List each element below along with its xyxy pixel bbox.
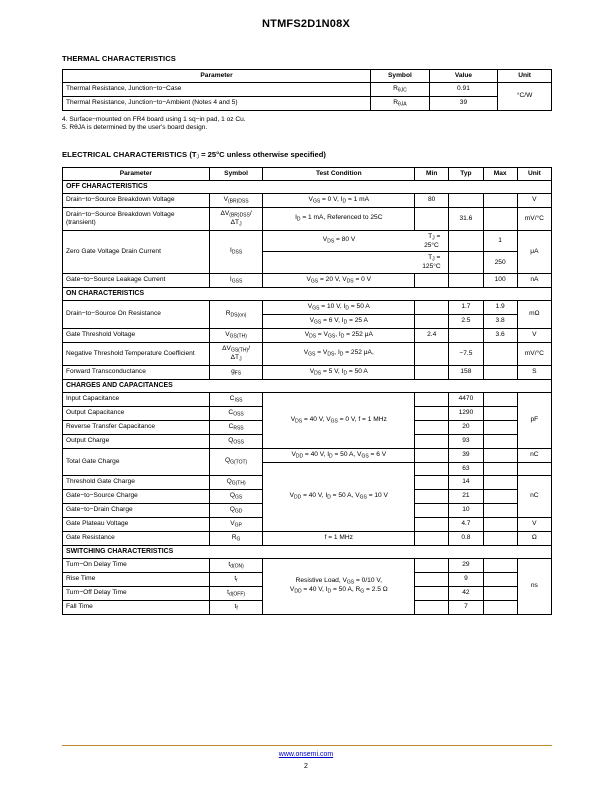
thermal-table [62, 69, 552, 111]
row-min [415, 462, 449, 475]
row-unit: mV/°C [517, 342, 551, 365]
row-typ: 21 [449, 489, 483, 503]
row-parameter: Forward Transconductance [63, 365, 210, 379]
row-max: 250 [483, 252, 517, 274]
row-unit: mΩ [517, 300, 551, 328]
thermal-value: 39 [429, 96, 497, 110]
row-typ [449, 252, 483, 274]
row-typ: 9 [449, 572, 483, 586]
row-min [415, 448, 449, 462]
table-row [63, 392, 552, 406]
row-typ: 0.8 [449, 531, 483, 545]
thermal-parameter: Thermal Resistance, Junction−to−Ambient (Notes 4 and 5) [63, 96, 371, 110]
row-parameter: Gate−to−Source Leakage Current [63, 273, 210, 287]
row-min [415, 531, 449, 545]
row-max [483, 365, 517, 379]
row-max [483, 475, 517, 489]
onsemi-website-link[interactable]: www.onsemi.com [278, 751, 334, 758]
row-max [483, 572, 517, 586]
thermal-notes [62, 116, 552, 132]
row-min [415, 572, 449, 586]
row-max [483, 600, 517, 614]
row-min [415, 586, 449, 600]
table-row [63, 207, 552, 230]
row-min [415, 517, 449, 531]
row-symbol: $t_r$ [209, 572, 263, 586]
row-min [415, 273, 449, 287]
row-symbol: $R_G$ [209, 531, 263, 545]
row-unit: mV/°C [517, 207, 551, 230]
row-min [415, 342, 449, 365]
page-content [62, 54, 552, 615]
table-row [63, 448, 552, 462]
row-unit: S [517, 365, 551, 379]
row-typ: 20 [449, 420, 483, 434]
row-parameter: Total Gate Charge [63, 448, 210, 475]
row-min [415, 207, 449, 230]
row-unit: nC [517, 448, 551, 462]
row-unit: V [517, 328, 551, 342]
column-header-unit: Unit [498, 70, 552, 83]
column-header-test-condition: Test Condition [263, 168, 415, 181]
row-typ: 2.5 [449, 314, 483, 328]
row-max: 1.9 [483, 300, 517, 314]
row-parameter: Drain−to−Source Breakdown Voltage [63, 193, 210, 207]
row-typ: 93 [449, 434, 483, 448]
row-min [415, 392, 449, 406]
row-parameter: Rise Time [63, 572, 210, 586]
row-typ: 42 [449, 586, 483, 600]
row-typ [449, 273, 483, 287]
row-symbol: $V_{GP}$ [209, 517, 263, 531]
table-row [63, 531, 552, 545]
row-max [483, 392, 517, 406]
row-condition: $V_{GS} = 0$ V, $I_D = 1$ mA [263, 193, 415, 207]
row-typ: −7.5 [449, 342, 483, 365]
group-header-charges-and-capacitances: CHARGES AND CAPACITANCES [63, 379, 552, 392]
row-symbol: $C_{RSS}$ [209, 420, 263, 434]
row-typ [449, 193, 483, 207]
row-typ: 63 [449, 462, 483, 475]
row-condition: $V_{DS} = 40$ V, $V_{GS} = 0$ V, f = 1 MHz [263, 392, 415, 448]
row-symbol: $C_{OSS}$ [209, 406, 263, 420]
row-min: 80 [415, 193, 449, 207]
row-unit: Ω [517, 531, 551, 545]
row-max [483, 342, 517, 365]
row-min [415, 489, 449, 503]
page-title: NTMFS2D1N08X [262, 18, 350, 30]
row-symbol: $I_{GSS}$ [209, 273, 263, 287]
row-unit: ns [517, 558, 551, 614]
note-4: 4. Surface−mounted on FR4 board using 1 sq−in pad, 1 oz Cu. [62, 115, 246, 123]
row-condition: $V_{DS} = 5$ V, $I_D = 50$ A [263, 365, 415, 379]
thermal-table-wrap [62, 69, 552, 111]
row-min [415, 314, 449, 328]
table-header-row [63, 168, 552, 181]
row-typ: 29 [449, 558, 483, 572]
row-typ: 10 [449, 503, 483, 517]
row-unit: nA [517, 273, 551, 287]
row-condition-temp: $T_J = 125^\circ C$ [415, 252, 449, 274]
row-symbol: $C_{ISS}$ [209, 392, 263, 406]
row-typ: 4470 [449, 392, 483, 406]
row-unit: μA [517, 230, 551, 273]
row-max [483, 586, 517, 600]
table-row [63, 558, 552, 572]
row-parameter: Input Capacitance [63, 392, 210, 406]
row-condition-temp: $T_J = 25^\circ C$ [415, 230, 449, 252]
column-header-parameter: Parameter [63, 70, 371, 83]
row-typ: 7 [449, 600, 483, 614]
row-symbol: $t_{d(ON)}$ [209, 558, 263, 572]
row-unit: pF [517, 392, 551, 448]
row-unit: nC [517, 475, 551, 517]
row-min [415, 420, 449, 434]
row-parameter: Gate−to−Source Charge [63, 489, 210, 503]
row-symbol: $R_{DS(on)}$ [209, 300, 263, 328]
row-parameter: Drain−to−Source On Resistance [63, 300, 210, 328]
row-symbol: $Q_{GS}$ [209, 489, 263, 503]
row-condition: $V_{DS} = V_{GS}$, $I_D = 252$ μA [263, 328, 415, 342]
column-header-typ: Typ [449, 168, 483, 181]
table-row [63, 365, 552, 379]
row-condition: Resistive Load, $V_{GS} = 0/10$ V, $V_{DD} = 40$ V, $I_D = 50$ A, $R_G = 2.5$ Ω [263, 558, 415, 614]
row-max: 3.8 [483, 314, 517, 328]
row-max [483, 434, 517, 448]
row-max [483, 207, 517, 230]
column-header-min: Min [415, 168, 449, 181]
group-header-off-characteristics: OFF CHARACTERISTICS [63, 180, 552, 193]
group-header-switching-characteristics: SWITCHING CHARACTERISTICS [63, 545, 552, 558]
thermal-unit: °C/W [498, 82, 552, 110]
table-row [63, 96, 552, 110]
row-condition: $I_D = 1$ mA, Referenced to 25C [263, 207, 415, 230]
row-symbol: $g_{FS}$ [209, 365, 263, 379]
row-symbol: $V_{GS(TH)}$ [209, 328, 263, 342]
row-max [483, 503, 517, 517]
row-typ: 31.6 [449, 207, 483, 230]
row-parameter: Reverse Transfer Capacitance [63, 420, 210, 434]
row-typ: 1.7 [449, 300, 483, 314]
row-max [483, 448, 517, 462]
row-condition: $V_{DD} = 40$ V, $I_D = 50$ A, $V_{GS} = 6$ V [263, 448, 415, 462]
row-min [415, 406, 449, 420]
row-symbol: $I_{DSS}$ [209, 230, 263, 273]
row-symbol: $Q_{OSS}$ [209, 434, 263, 448]
row-typ: 14 [449, 475, 483, 489]
table-header-row [63, 70, 552, 83]
row-min [415, 365, 449, 379]
thermal-symbol: $R_{\theta JC}$ [371, 82, 430, 96]
row-typ [449, 230, 483, 252]
row-parameter: Gate Plateau Voltage [63, 517, 210, 531]
column-header-parameter: Parameter [63, 168, 210, 181]
page-number: 2 [304, 763, 308, 770]
row-typ: 39 [449, 448, 483, 462]
row-condition: $V_{DD} = 40$ V, $I_D = 50$ A, $V_{GS} = 10$ V [263, 462, 415, 531]
row-symbol: $t_{d(OFF)}$ [209, 586, 263, 600]
column-header-symbol: Symbol [371, 70, 430, 83]
row-parameter: Gate Threshold Voltage [63, 328, 210, 342]
row-max [483, 193, 517, 207]
row-unit: V [517, 193, 551, 207]
note-5: 5. RθJA is determined by the user's board design. [62, 124, 208, 132]
row-max [483, 558, 517, 572]
row-max [483, 489, 517, 503]
column-header-value: Value [429, 70, 497, 83]
row-max: 3.6 [483, 328, 517, 342]
row-unit [517, 462, 551, 475]
row-max [483, 531, 517, 545]
row-symbol: $\Delta V_{GS(TH)}/$ $\Delta T_J$ [209, 342, 263, 365]
row-min [415, 300, 449, 314]
row-max [483, 517, 517, 531]
table-row [63, 193, 552, 207]
table-row [63, 273, 552, 287]
row-parameter: Threshold Gate Charge [63, 475, 210, 489]
table-row [63, 328, 552, 342]
row-parameter: Negative Threshold Temperature Coefficient [63, 342, 210, 365]
row-symbol: $Q_{GD}$ [209, 503, 263, 517]
row-parameter: Output Capacitance [63, 406, 210, 420]
row-symbol: $Q_{G(TH)}$ [209, 475, 263, 489]
row-parameter: Turn−Off Delay Time [63, 586, 210, 600]
row-condition-blank [263, 252, 415, 274]
column-header-max: Max [483, 168, 517, 181]
row-min [415, 434, 449, 448]
table-row [63, 230, 552, 252]
row-condition: $V_{GS} = 6$ V, $I_D = 25$ A [263, 314, 415, 328]
row-symbol: $\Delta V_{(BR)DSS}/$ $\Delta T_J$ [209, 207, 263, 230]
row-condition: $V_{DS} = 80$ V [263, 230, 415, 252]
row-typ [449, 328, 483, 342]
table-row [63, 82, 552, 96]
row-condition: $V_{GS} = 20$ V, $V_{DS} = 0$ V [263, 273, 415, 287]
group-header-on-characteristics: ON CHARACTERISTICS [63, 287, 552, 300]
row-max [483, 420, 517, 434]
electrical-table [62, 167, 552, 614]
row-typ: 4.7 [449, 517, 483, 531]
row-max [483, 406, 517, 420]
thermal-value: 0.91 [429, 82, 497, 96]
row-typ: 158 [449, 365, 483, 379]
thermal-symbol: $R_{\theta JA}$ [371, 96, 430, 110]
row-max: 100 [483, 273, 517, 287]
row-parameter: Zero Gate Voltage Drain Current [63, 230, 210, 273]
row-condition: $V_{GS} = V_{DS}$, $I_D = 252$ μA, [263, 342, 415, 365]
row-condition: $V_{GS} = 10$ V, $I_D = 50$ A [263, 300, 415, 314]
row-symbol: $Q_{G(TOT)}$ [209, 448, 263, 475]
row-unit: V [517, 517, 551, 531]
row-symbol: $t_f$ [209, 600, 263, 614]
row-min [415, 600, 449, 614]
row-min [415, 558, 449, 572]
row-parameter: Turn−On Delay Time [63, 558, 210, 572]
column-header-unit: Unit [517, 168, 551, 181]
thermal-section-heading: THERMAL CHARACTERISTICS [62, 54, 176, 63]
row-min [415, 475, 449, 489]
row-min [415, 503, 449, 517]
row-max: 1 [483, 230, 517, 252]
column-header-symbol: Symbol [209, 168, 263, 181]
table-row [63, 342, 552, 365]
row-parameter: Gate Resistance [63, 531, 210, 545]
row-min: 2.4 [415, 328, 449, 342]
row-parameter: Drain−to−Source Breakdown Voltage (transient) [63, 207, 210, 230]
row-symbol: $V_{(BR)DSS}$ [209, 193, 263, 207]
row-condition: f = 1 MHz [263, 531, 415, 545]
row-typ: 1290 [449, 406, 483, 420]
thermal-parameter: Thermal Resistance, Junction−to−Case [63, 82, 371, 96]
row-parameter: Fall Time [63, 600, 210, 614]
row-parameter: Gate−to−Drain Charge [63, 503, 210, 517]
electrical-section-heading: ELECTRICAL CHARACTERISTICS ($T_J = 25^\circ C$ unless otherwise specified) [62, 150, 326, 161]
row-max [483, 462, 517, 475]
page-footer [0, 743, 612, 770]
table-row [63, 300, 552, 314]
row-parameter: Output Charge [63, 434, 210, 448]
